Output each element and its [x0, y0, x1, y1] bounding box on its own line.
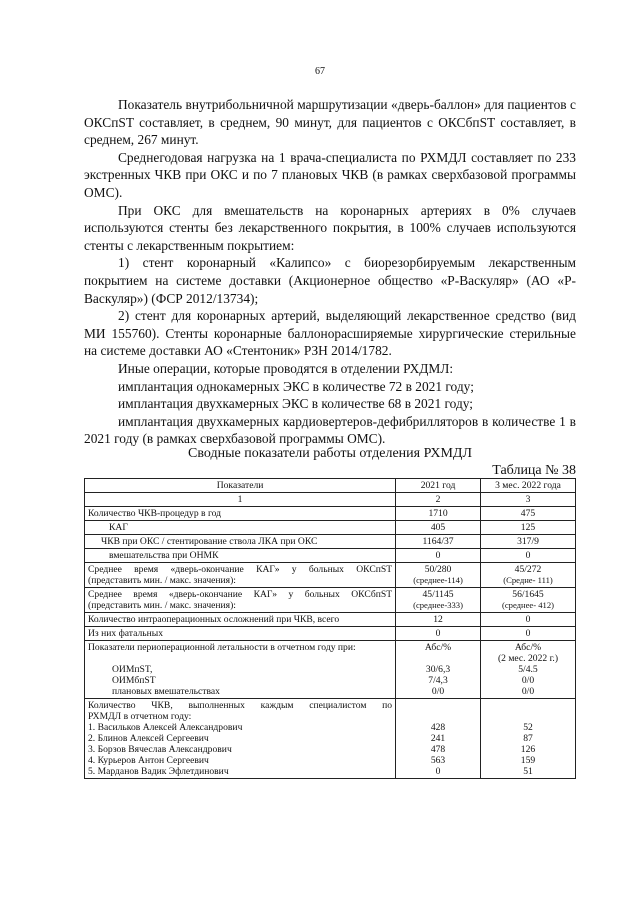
specialists-values-2021 — [396, 699, 481, 779]
row-label-line-2: (представить мин. / макс. значения): — [88, 575, 236, 586]
lethality-value: 0/0 — [521, 675, 535, 686]
spacer — [399, 711, 477, 722]
row-label: вмешательства при ОНМК — [85, 549, 396, 563]
specialist-value: 52 — [523, 722, 533, 733]
lethality-label-cell — [85, 641, 396, 699]
table-title: Сводные показатели работы отделения РХМДЛ — [188, 446, 472, 461]
row-value-2022: 125 — [480, 521, 575, 535]
row-label-line-2: (представить мин. / макс. значения): — [88, 600, 236, 611]
table-row — [85, 563, 576, 588]
lethality-item-label: ОИМбпST — [112, 675, 156, 686]
specialist-value: 0 — [435, 766, 441, 777]
table-column-numbers-row — [85, 493, 576, 507]
row-value-2021: 1164/37 — [396, 535, 481, 549]
specialist-value: 126 — [520, 744, 536, 755]
specialist-name: 4. Курьеров Антон Сергеевич — [88, 755, 209, 766]
specialists-label-line-2: РХМДЛ в отчетном году: — [88, 711, 192, 722]
value-average: (среднее- 412) — [501, 600, 555, 610]
summary-table — [84, 478, 576, 779]
specialist-value: 478 — [430, 744, 446, 755]
row-value-2021: 0 — [396, 627, 481, 641]
value-main: 56/1645 — [512, 589, 544, 600]
column-number-2: 2 — [396, 493, 481, 507]
lethality-value: 0/0 — [431, 686, 445, 697]
specialist-name: 1. Васильков Алексей Александрович — [88, 722, 243, 733]
paragraph-stent-2: 2) стент для коронарных артерий, выделяющий лекарственное средство (вид МИ 155760). Стенты коронарные баллонорасширяемые хирургические стерильные на системе доставки АО «Стентоник» РЗН 2014/1782. — [84, 308, 576, 359]
row-value-2021: 405 — [396, 521, 481, 535]
lethality-note-2022: (2 мес. 2022 г.) — [497, 653, 559, 664]
paragraph-other-ops: Иные операции, которые проводятся в отделении РХДМЛ: — [118, 360, 454, 376]
specialist-value: 563 — [430, 755, 446, 766]
row-label — [85, 588, 396, 613]
lethality-row — [85, 641, 576, 699]
row-value-2021 — [396, 563, 481, 588]
lethality-value: 0/0 — [521, 686, 535, 697]
header-2021: 2021 год — [396, 479, 481, 493]
value-main: 45/1145 — [422, 589, 454, 600]
spacer — [88, 653, 392, 664]
table-row — [85, 627, 576, 641]
lethality-values-2022 — [480, 641, 575, 699]
table-header-row — [85, 479, 576, 493]
row-value-2022: 475 — [480, 507, 575, 521]
lethality-values-2021 — [396, 641, 481, 699]
lethality-item-label: плановых вмешательствах — [112, 686, 220, 697]
table-row — [85, 588, 576, 613]
spacer — [399, 653, 477, 664]
paragraph-stent-1: 1) стент коронарный «Калипсо» с биорезорбируемым лекарственным покрытием на системе доставки (Акционерное общество «Р-Васкуляр» (АО «Р-Васкуляр») (ФСР 2012/13734); — [84, 255, 576, 306]
paragraph-dual-chamber: имплантация двухкамерных ЭКС в количестве 68 в 2021 году; — [118, 396, 474, 412]
row-label — [85, 563, 396, 588]
table-row — [85, 535, 576, 549]
paragraph-single-chamber: имплантация однокамерных ЭКС в количестве 72 в 2021 году; — [118, 378, 474, 394]
specialists-row — [85, 699, 576, 779]
lethality-value: 7/4,3 — [428, 675, 448, 686]
table-row — [85, 549, 576, 563]
row-value-2022: 0 — [480, 549, 575, 563]
spacer — [484, 711, 572, 722]
row-label-line-1: Среднее время «дверь-окончание КАГ» у больных ОКСпST — [88, 564, 393, 575]
spacer — [399, 700, 477, 711]
specialist-name: 2. Блинов Алексей Сергеевич — [88, 733, 209, 744]
row-label: ЧКВ при ОКС / стентирование ствола ЛКА при ОКС — [85, 535, 396, 549]
spacer — [484, 700, 572, 711]
lethality-value: 30/6,3 — [425, 664, 451, 675]
paragraph-defibrillators: имплантация двухкамерных кардиовертеров-дефибрилляторов в количестве 1 в 2021 году (в рамках сверхбазовой программы ОМС). — [84, 413, 576, 447]
row-label: Из них фатальных — [85, 627, 396, 641]
table-row — [85, 613, 576, 627]
row-value-2021: 0 — [396, 549, 481, 563]
row-value-2022 — [480, 588, 575, 613]
table-number: Таблица № 38 — [492, 463, 576, 478]
row-value-2022: 317/9 — [480, 535, 575, 549]
lethality-label: Показатели периоперационной летальности в отчетном году при: — [88, 642, 356, 653]
specialist-value: 428 — [430, 722, 446, 733]
row-value-2022 — [480, 563, 575, 588]
value-main: 45/272 — [514, 564, 542, 575]
lethality-value: 5/4.5 — [518, 664, 538, 675]
value-average: (Средне- 111) — [503, 575, 553, 585]
header-indicators: Показатели — [85, 479, 396, 493]
paragraph-routing: Показатель внутрибольничной маршрутизации «дверь-баллон» для пациентов с ОКСпST составляет, в среднем, 90 минут, для пациентов с ОКСбпST составляет, в среднем, 267 минут. — [84, 97, 576, 148]
header-2022: 3 мес. 2022 года — [480, 479, 575, 493]
row-value-2022: 0 — [480, 613, 575, 627]
page-number: 67 — [315, 66, 325, 77]
body-text — [84, 96, 576, 448]
row-value-2022: 0 — [480, 627, 575, 641]
specialist-value: 159 — [520, 755, 536, 766]
row-value-2021: 12 — [396, 613, 481, 627]
column-number-1: 1 — [85, 493, 396, 507]
lethality-item-label: ОИМпST, — [112, 664, 153, 675]
table-row — [85, 507, 576, 521]
value-main: 50/280 — [424, 564, 452, 575]
value-average: (среднее-333) — [413, 600, 463, 610]
row-label: КАГ — [85, 521, 396, 535]
row-value-2021: 1710 — [396, 507, 481, 521]
table-row — [85, 521, 576, 535]
specialist-name: 5. Марданов Вадик Эфлетдинович — [88, 766, 229, 777]
row-value-2021 — [396, 588, 481, 613]
lethality-header-2022: Абс/% — [514, 642, 542, 653]
column-number-3: 3 — [480, 493, 575, 507]
specialist-value: 51 — [523, 766, 533, 777]
paragraph-stents: При ОКС для вмешательств на коронарных артериях в 0% случаев используются стенты без лекарственного покрытия, в 100% случаев используются стенты с лекарственным покрытием: — [84, 202, 576, 253]
row-label: Количество ЧКВ-процедур в год — [85, 507, 396, 521]
specialists-label-cell — [85, 699, 396, 779]
lethality-header-2021: Абс/% — [424, 642, 452, 653]
specialist-value: 241 — [430, 733, 446, 744]
paragraph-workload: Среднегодовая нагрузка на 1 врача-специалиста по РХМДЛ составляет по 233 экстренных ЧКВ при ОКС и по 7 плановых ЧКВ (в рамках сверхбазовой программы ОМС). — [84, 149, 576, 200]
specialists-label-line-1: Количество ЧКВ, выполненных каждым специалистом по — [88, 700, 393, 711]
row-label-line-1: Среднее время «дверь-окончание КАГ» у больных ОКСбпST — [88, 589, 393, 600]
specialist-name: 3. Борзов Вячеслав Александрович — [88, 744, 232, 755]
row-label: Количество интраоперационных осложнений при ЧКВ, всего — [85, 613, 396, 627]
value-average: (среднее-114) — [413, 575, 463, 585]
specialist-value: 87 — [523, 733, 533, 744]
specialists-values-2022 — [480, 699, 575, 779]
